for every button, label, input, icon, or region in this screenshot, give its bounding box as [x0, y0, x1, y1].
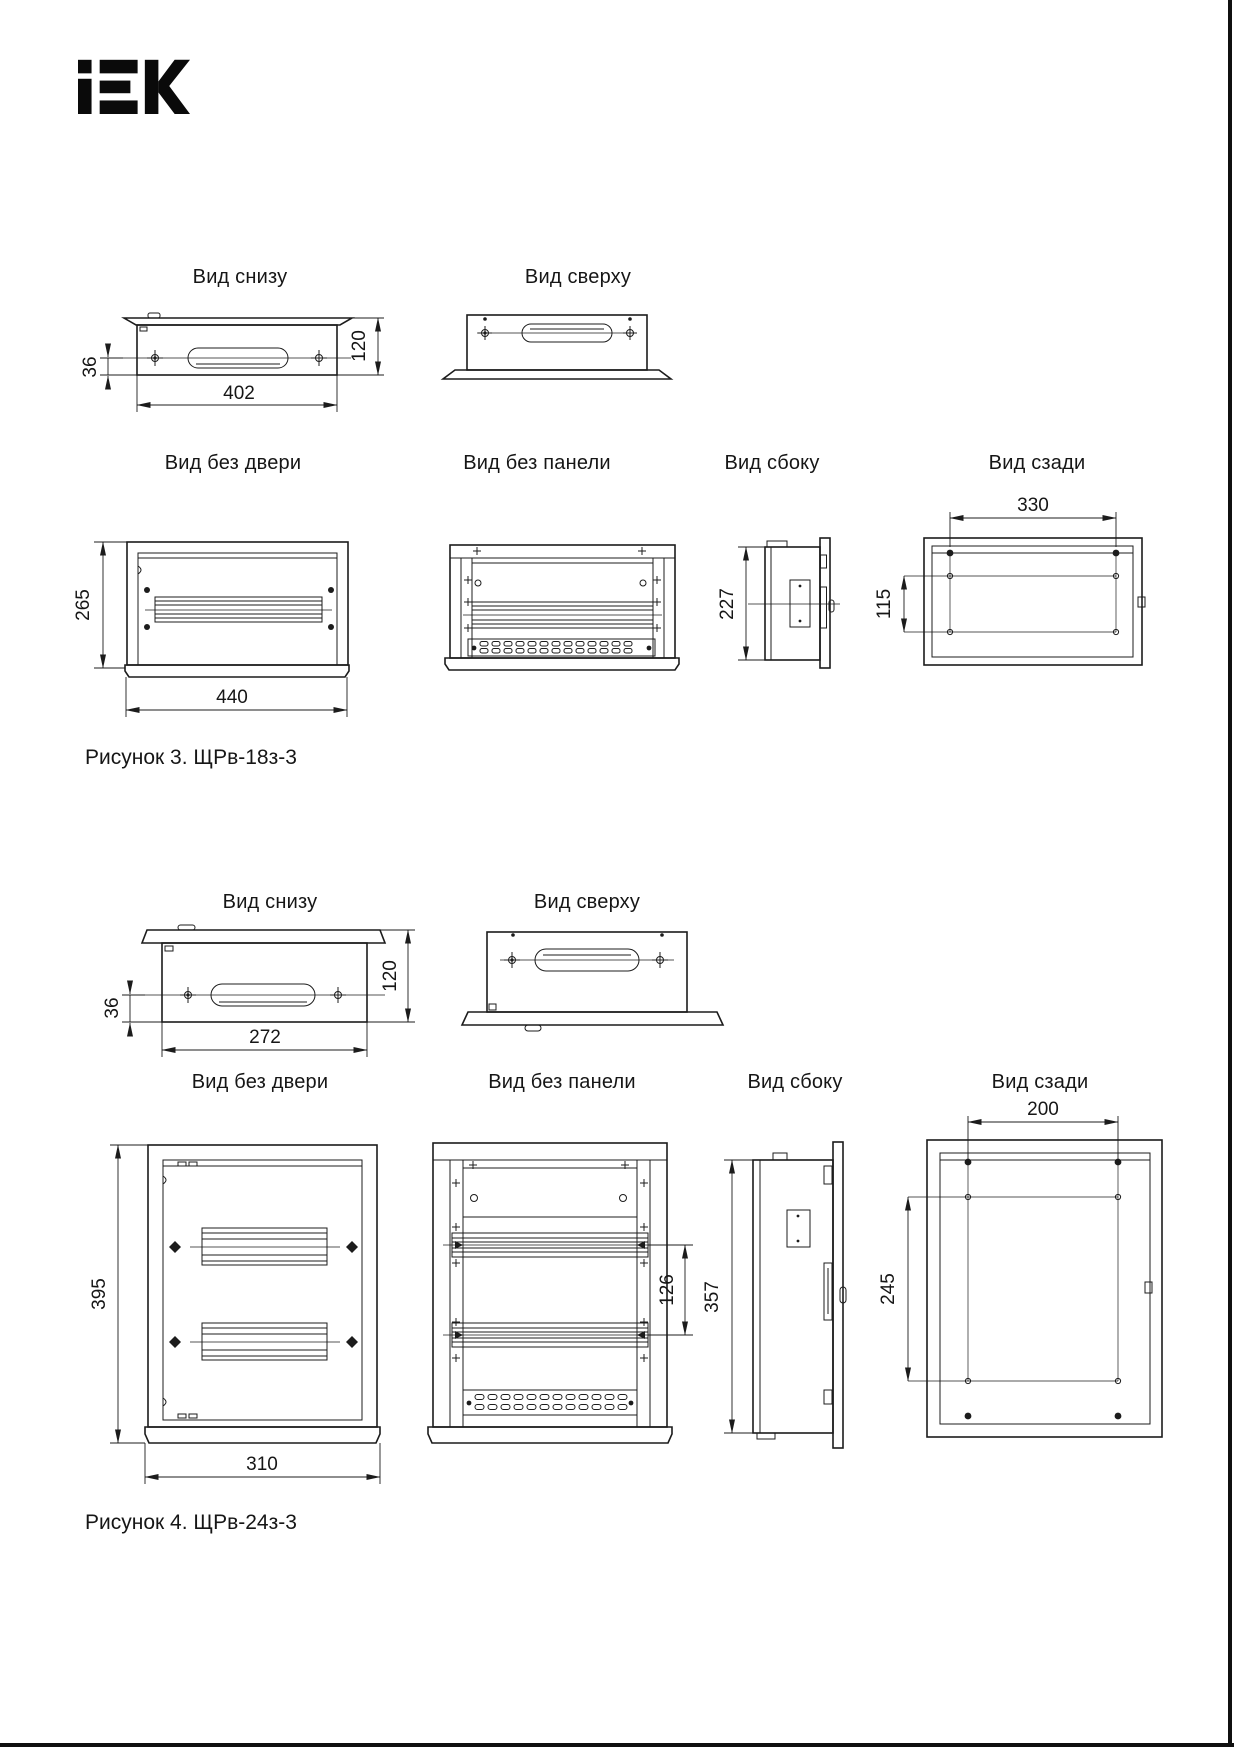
enclosure-frame	[433, 1143, 667, 1427]
view-title-rear: Вид сзади	[988, 452, 1086, 474]
dim-label: 357	[702, 1281, 723, 1313]
screw-mark-right	[330, 987, 346, 1003]
fig3-front-no-panel-drawing	[430, 520, 690, 685]
din-rail-1	[169, 1228, 358, 1265]
plate-slots	[821, 555, 835, 628]
knockout	[787, 1210, 810, 1247]
mounting-panel	[472, 563, 653, 602]
dim-label: 120	[349, 330, 370, 362]
fig3-top-view-drawing	[440, 300, 690, 412]
din-rail	[145, 597, 332, 622]
page-border-bottom	[0, 1743, 1234, 1747]
dim-label: 120	[380, 960, 401, 992]
view-title-front-no-door: Вид без двери	[191, 1071, 329, 1093]
view-title-bottom: Вид снизу	[222, 891, 318, 913]
enclosure-frame	[148, 1145, 377, 1427]
din-rail-2	[443, 1323, 657, 1347]
enclosure-body	[487, 932, 687, 1012]
din-rail-1	[443, 1233, 657, 1257]
perforated-strip	[468, 639, 655, 656]
base-flange	[428, 1427, 672, 1443]
dim-depth	[337, 318, 384, 375]
latch-tab	[489, 1004, 496, 1010]
view-title-front-no-panel: Вид без панели	[463, 452, 611, 474]
enclosure-frame	[127, 542, 348, 665]
dim-mount-pitch	[874, 576, 904, 632]
fig4-bottom-view-drawing	[102, 915, 435, 1065]
flange	[462, 1012, 723, 1031]
base-flange	[445, 658, 679, 670]
din-rail	[463, 602, 662, 628]
enclosure-body	[162, 943, 367, 1022]
dim-slot-offset	[80, 344, 137, 389]
dim-label: 395	[89, 1278, 110, 1310]
dim-label: 200	[1027, 1099, 1059, 1120]
view-title-front-no-door: Вид без двери	[164, 452, 302, 474]
screw-dot	[628, 317, 632, 321]
dim-mount-pitch	[878, 1197, 908, 1381]
knockout	[790, 580, 810, 627]
dim-width	[162, 1022, 367, 1057]
dim-width	[145, 1443, 380, 1484]
figure-caption: Рисунок 3. ЩРв-18з-3	[85, 746, 297, 769]
screw-mark-right	[652, 952, 668, 968]
mounting-holes	[904, 550, 1119, 635]
enclosure-frame	[924, 538, 1145, 665]
screw-dot	[483, 317, 487, 321]
dim-slot-offset	[102, 981, 162, 1036]
dim-label: 440	[216, 687, 248, 708]
dim-height	[702, 1160, 753, 1433]
view-title-top: Вид сверху	[524, 266, 632, 288]
view-title-rear: Вид сзади	[991, 1071, 1089, 1093]
dim-label: 402	[223, 383, 255, 404]
wall-screw-marks	[452, 1179, 648, 1362]
fig3-side-view-drawing	[700, 520, 865, 685]
page-border-right	[1228, 0, 1232, 1747]
fig4-side-view-drawing	[690, 1100, 870, 1500]
view-title-front-no-panel: Вид без панели	[488, 1071, 636, 1093]
dim-label: 245	[878, 1273, 899, 1305]
dim-label: 126	[657, 1274, 678, 1306]
dim-label: 272	[249, 1027, 281, 1048]
base-flange	[125, 665, 349, 677]
fig3-rear-view-drawing	[860, 485, 1190, 685]
screw-mark-left	[147, 350, 163, 366]
fig4-top-view-drawing	[450, 915, 750, 1040]
mounting-panel	[463, 1168, 637, 1217]
view-title-top: Вид сверху	[533, 891, 641, 913]
din-rail-2	[169, 1323, 358, 1360]
perforated-strip	[463, 1390, 637, 1415]
screw-dot	[660, 933, 664, 937]
enclosure-frame	[927, 1140, 1162, 1437]
flange	[443, 370, 671, 379]
screw-mark-left	[180, 987, 196, 1003]
iek-logo	[78, 57, 190, 115]
screw-mark-left	[504, 952, 520, 968]
view-title-side: Вид сбоку	[747, 1071, 843, 1093]
dim-label: 36	[102, 997, 123, 1019]
screw-mark-right	[623, 326, 637, 340]
enclosure-profile	[753, 1153, 833, 1439]
dim-width	[126, 677, 347, 717]
dim-height	[717, 547, 765, 660]
dim-label: 36	[80, 356, 101, 378]
rear-plate	[833, 1142, 843, 1448]
screw-mark-right	[311, 350, 327, 366]
fig3-bottom-view-drawing	[60, 300, 396, 432]
dim-height	[73, 542, 127, 668]
dim-label: 310	[246, 1454, 278, 1475]
top-screw-marks	[473, 547, 646, 555]
enclosure-profile	[765, 541, 820, 660]
screw-mark-left	[478, 326, 492, 340]
dim-rail-pitch	[648, 1245, 693, 1335]
iek-logo-glyphs	[78, 60, 190, 114]
screw-dot	[511, 933, 515, 937]
fig4-front-no-panel-drawing	[375, 1100, 710, 1500]
flange	[124, 313, 352, 325]
dim-width	[137, 375, 337, 412]
flange	[142, 925, 385, 943]
fig4-rear-view-drawing	[860, 1100, 1190, 1500]
figure-caption: Рисунок 4. ЩРв-24з-3	[85, 1511, 297, 1534]
dim-height	[89, 1145, 148, 1443]
panel-screw-dots	[144, 587, 334, 630]
dim-label: 265	[73, 589, 94, 621]
dim-mount-span	[950, 495, 1116, 547]
view-title-bottom: Вид снизу	[192, 266, 288, 288]
dim-label: 330	[1017, 495, 1049, 516]
dim-label: 115	[874, 588, 895, 620]
dim-label: 227	[717, 588, 738, 620]
fig3-front-no-door-drawing	[60, 520, 370, 730]
view-title-side: Вид сбоку	[724, 452, 820, 474]
fig4-front-no-door-drawing	[90, 1100, 420, 1500]
base-flange	[145, 1427, 380, 1443]
